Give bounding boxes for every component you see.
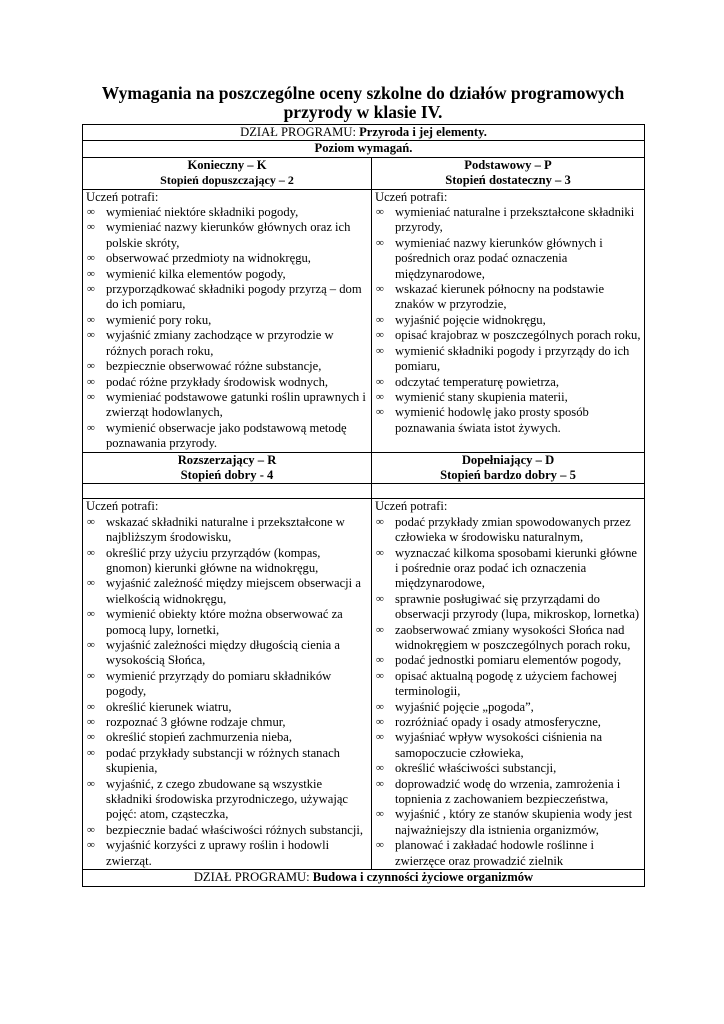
list-item: ∞ określić kierunek wiatru,: [86, 700, 368, 715]
list-item: ∞ wyjaśniać wpływ wysokości ciśnienia na samopoczucie człowieka,: [375, 730, 641, 761]
list-item: ∞ podać jednostki pomiaru elementów pogody,: [375, 653, 641, 668]
k-intro: Uczeń potrafi:: [86, 189, 159, 204]
level-d-title: Dopełniający – D: [461, 452, 555, 467]
level-p-title: Podstawowy – P: [464, 157, 552, 172]
content-bottom-row: [83, 499, 645, 870]
level-d-grade: Stopień bardzo dobry – 5: [440, 467, 576, 482]
level-p-cell: [372, 189, 645, 452]
level-k-header: [83, 157, 372, 189]
list-item: ∞ wyjaśnić , który ze stanów skupienia wody jest najważniejszy dla istnienia organizmów,: [375, 807, 641, 838]
list-item: ∞ określić właściwości substancji,: [375, 761, 641, 776]
level-d-header: [372, 452, 645, 484]
list-item: ∞ wymieniać naturalne i przekształcone składniki przyrody,: [375, 205, 641, 236]
d-intro: Uczeń potrafi:: [375, 499, 448, 514]
level-r-cell: [83, 499, 372, 870]
list-item: ∞ wymienić pory roku,: [86, 313, 368, 328]
list-item: ∞ wymienić obiekty które można obserwować za pomocą lupy, lornetki,: [86, 607, 368, 638]
list-item: ∞ sprawnie posługiwać się przyrządami do obserwacji przyrody (lupa, mikroskop, lornetka): [375, 592, 641, 623]
list-item: ∞ obserwować przedmioty na widnokręgu,: [86, 251, 368, 266]
list-item: ∞ wymienić obserwacje jako podstawową metodę poznawania przyrody.: [86, 421, 368, 452]
list-item: ∞ rozróżniać opady i osady atmosferyczne,: [375, 715, 641, 730]
level-r-grade: Stopień dobry - 4: [180, 467, 274, 482]
list-item: ∞ podać różne przykłady środowisk wodnych,: [86, 375, 368, 390]
list-item: ∞ wymienić kilka elementów pogody,: [86, 267, 368, 282]
level-k-title: Konieczny – K: [187, 157, 267, 172]
level-r-header: [83, 452, 372, 484]
k-list: [86, 205, 368, 452]
empty-cell: [83, 484, 372, 499]
section-2-header-row: [83, 870, 645, 886]
list-item: ∞ wymieniać nazwy kierunków głównych oraz ich polskie skróty,: [86, 220, 368, 251]
levels-bottom-row: [83, 452, 645, 484]
level-d-cell: [372, 499, 645, 870]
list-item: ∞ wyjaśnić pojęcie „pogoda”,: [375, 700, 641, 715]
list-item: ∞ wymienić składniki pogody i przyrządy do ich pomiaru,: [375, 344, 641, 375]
list-item: ∞ doprowadzić wodę do wrzenia, zamrożenia i topnienia z zachowaniem bezpieczeństwa,: [375, 777, 641, 808]
list-item: ∞ wyjaśnić zależność między miejscem obserwacji a wielkością widnokręgu,: [86, 576, 368, 607]
list-item: ∞ wymieniać niektóre składniki pogody,: [86, 205, 368, 220]
list-item: ∞ wskazać kierunek północny na podstawie znaków w przyrodzie,: [375, 282, 641, 313]
list-item: ∞ wymienić stany skupienia materii,: [375, 390, 641, 405]
section-name: Przyroda i jej elementy.: [359, 125, 487, 139]
list-item: ∞ opisać krajobraz w poszczególnych porach roku,: [375, 328, 641, 343]
list-item: ∞ wyjaśnić pojęcie widnokręgu,: [375, 313, 641, 328]
r-list: [86, 515, 368, 869]
level-p-grade: Stopień dostateczny – 3: [445, 173, 571, 188]
list-item: ∞ bezpiecznie badać właściwości różnych substancji,: [86, 823, 368, 838]
levels-top-row: [83, 157, 645, 189]
empty-row: [83, 484, 645, 499]
list-item: ∞ wymienić przyrządy do pomiaru składników pogody,: [86, 669, 368, 700]
title-line-1: Wymagania na poszczególne oceny szkolne do działów programowych: [101, 83, 625, 103]
list-item: ∞ określić przy użyciu przyrządów (kompas, gnomon) kierunki główne na widnokręgu,: [86, 546, 368, 577]
content-top-row: [83, 189, 645, 452]
level-k-cell: [83, 189, 372, 452]
section-2-name: Budowa i czynności życiowe organizmów: [312, 870, 534, 885]
list-item: ∞ wymieniać podstawowe gatunki roślin uprawnych i zwierząt hodowlanych,: [86, 390, 368, 421]
list-item: ∞ wymienić hodowlę jako prosty sposób poznawania świata istot żywych.: [375, 405, 641, 436]
section-2-header: [83, 870, 645, 886]
document-title: [82, 84, 644, 122]
d-list: [375, 515, 641, 869]
list-item: ∞ podać przykłady zmian spowodowanych przez człowieka w środowisku naturalnym,: [375, 515, 641, 546]
empty-cell: [372, 484, 645, 499]
list-item: ∞ przyporządkować składniki pogody przyrzą – dom do ich pomiaru,: [86, 282, 368, 313]
title-line-2: przyrody w klasie IV.: [283, 102, 443, 122]
requirements-table: [82, 124, 645, 887]
list-item: ∞ wskazać składniki naturalne i przekształcone w najbliższym środowisku,: [86, 515, 368, 546]
list-item: ∞ rozpoznać 3 główne rodzaje chmur,: [86, 715, 368, 730]
list-item: ∞ wymieniać nazwy kierunków głównych i pośrednich oraz podać oznaczenia międzynarodowe,: [375, 236, 641, 282]
section-prefix: DZIAŁ PROGRAMU:: [240, 125, 360, 139]
section-2-prefix: DZIAŁ PROGRAMU:: [193, 870, 313, 885]
level-header-row: [83, 141, 645, 157]
level-p-header: [372, 157, 645, 189]
list-item: ∞ opisać aktualną pogodę z użyciem fachowej terminologii,: [375, 669, 641, 700]
list-item: ∞ wyjaśnić korzyści z uprawy roślin i hodowli zwierząt.: [86, 838, 368, 869]
level-k-grade: Stopień dopuszczający – 2: [160, 173, 294, 188]
level-r-title: Rozszerzający – R: [177, 452, 277, 467]
r-intro: Uczeń potrafi:: [86, 499, 159, 514]
list-item: ∞ wyjaśnić, z czego zbudowane są wszystkie składniki środowiska przyrodniczego, używając pojęć: atom, cząsteczka,: [86, 777, 368, 823]
list-item: ∞ zaobserwować zmiany wysokości Słońca nad widnokręgiem w poszczególnych porach roku,: [375, 623, 641, 654]
list-item: ∞ określić stopień zachmurzenia nieba,: [86, 730, 368, 745]
list-item: ∞ wyznaczać kilkoma sposobami kierunki główne i pośrednie oraz podać ich oznaczenia międzynarodowe,: [375, 546, 641, 592]
list-item: ∞ bezpiecznie obserwować różne substancje,: [86, 359, 368, 374]
list-item: ∞ planować i zakładać hodowle roślinne i zwierzęce oraz prowadzić zielnik: [375, 838, 641, 869]
list-item: ∞ podać przykłady substancji w różnych stanach skupienia,: [86, 746, 368, 777]
section-header-row: [83, 125, 645, 141]
list-item: ∞ wyjaśnić zależności między długością cienia a wysokością Słońca,: [86, 638, 368, 669]
list-item: ∞ odczytać temperaturę powietrza,: [375, 375, 641, 390]
level-header: Poziom wymagań.: [83, 141, 645, 157]
p-intro: Uczeń potrafi:: [375, 189, 448, 204]
section-header: [83, 125, 645, 141]
p-list: [375, 205, 641, 436]
list-item: ∞ wyjaśnić zmiany zachodzące w przyrodzie w różnych porach roku,: [86, 328, 368, 359]
